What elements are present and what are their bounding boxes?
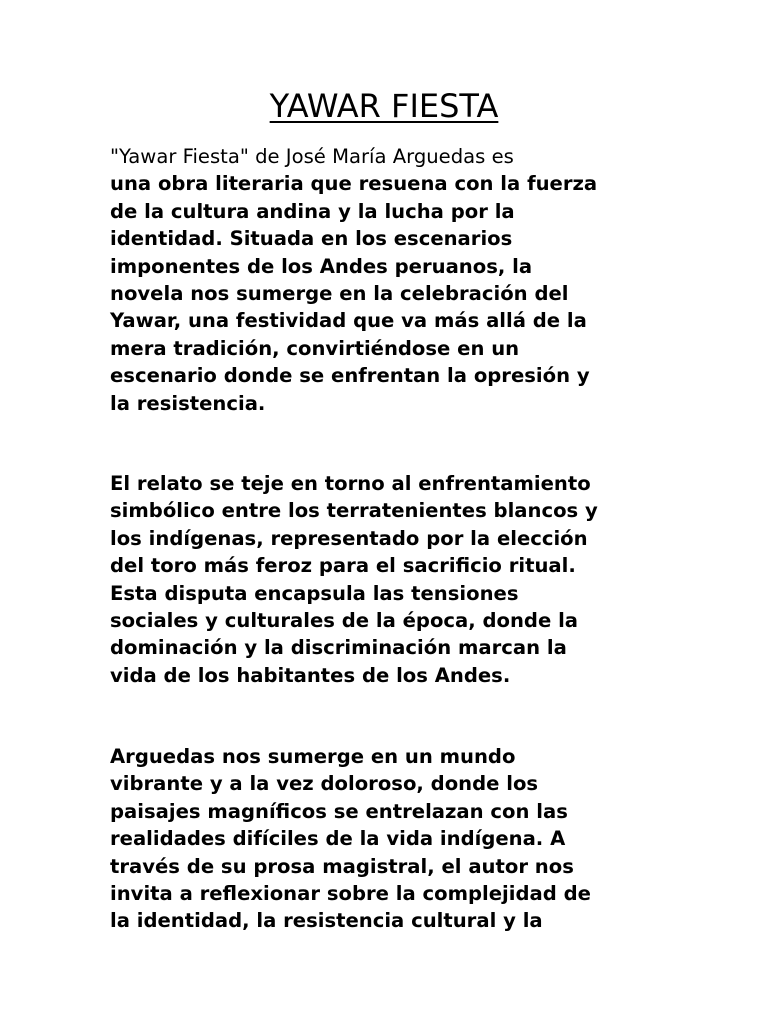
paragraph-2: El relato se teje en torno al enfrentamiento simbólico entre los terratenientes blancos y los indígenas, representado por la elección del toro más feroz para el sacrificio ritual. Esta disputa encapsula las tensiones sociales y culturales de la época, donde la dominación y la discriminación marcan la vida de los habitantes de los Andes. — [110, 472, 598, 687]
paragraph-1-text: una obra literaria que resuena con la fuerza de la cultura andina y la lucha por la identidad. Situada en los escenarios imponentes de los Andes peruanos, la novela nos sumerge en la celebración del Yawar, una festividad que va más allá de la mera tradición, convirtiéndose en un escenario donde se enfrentan la opresión y la resistencia. — [110, 172, 598, 415]
paragraph-1 — [110, 143, 670, 417]
document-title-text: YAWAR FIESTA — [269, 87, 499, 125]
document-title — [0, 84, 768, 128]
paragraph-1-lead: "Yawar Fiesta" de José María Arguedas es — [110, 145, 514, 168]
paragraph-3: Arguedas nos sumerge en un mundo vibrante y a la vez doloroso, donde los paisajes magníficos se entrelazan con las realidades difíciles de la vida indígena. A través de su prosa magistral, el autor nos invita a reflexionar sobre la complejidad de la identidad, la resistencia cultural y la — [110, 745, 591, 933]
